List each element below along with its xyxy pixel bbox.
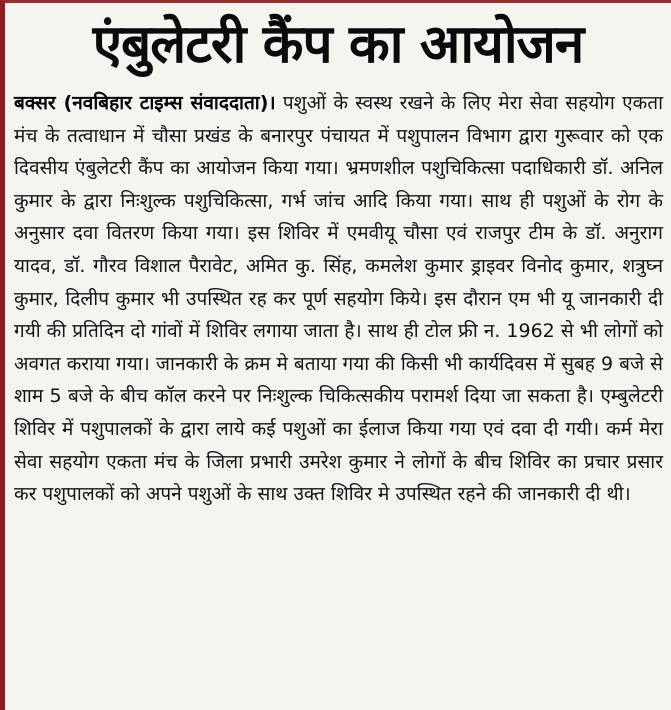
article-body <box>5 87 671 511</box>
article-headline: एंबुलेटरी कैंप का आयोजन <box>92 14 584 75</box>
article-dateline: बक्सर (नवबिहार टाइम्स संवाददाता)। <box>14 92 276 114</box>
article-body-text: पशुओं के स्वस्थ रखने के लिए मेरा सेवा सहयोग एकता मंच के तत्वाधान में चौसा प्रखंड के बनारपुर पंचायत में पशुपालन विभाग द्वारा गुरूवार को एक दिवसीय एंबुलेटरी कैंप का आयोजन किया गया। भ्रमणशील पशुचिकित्सा पदाधिकारी डॉ. अनिल कुमार के द्वारा निःशुल्क पशुचिकित्सा, गर्भ जांच आदि किया गया। साथ ही पशुओं के रोग के अनुसार दवा वितरण किया गया। इस शिविर में एमवीयू चौसा एवं राजपुर टीम के डॉ. अनुराग यादव, डॉ. गौरव विशाल पैरावेट, अमित कु. सिंह, कमलेश कुमार ड्राइवर विनोद कुमार, शत्रुघ्न कुमार, दिलीप कुमार भी उपस्थित रह कर पूर्ण सहयोग किये। इस दौरान एम भी यू जानकारी दी गयी की प्रतिदिन दो गांवों में शिविर लगाया जाता है। साथ ही टोल फ्री न. 1962 से भी लोगों को अवगत कराया गया। जानकारी के क्रम मे बताया गया की किसी भी कार्यदिवस में सुबह 9 बजे से शाम 5 बजे के बीच कॉल करने पर निःशुल्क चिकित्सकीय परामर्श दिया जा सकता है। एम्बुलेटरी शिविर में पशुपालकों के द्वारा लाये कई पशुओं का ईलाज किया गया एवं दवा दी गयी। कर्म मेरा सेवा सहयोग एकता मंच के जिला प्रभारी उमरेश कुमार ने लोगों के बीच शिविर का प्रचार प्रसार कर पशुपालकों को अपने पशुओं के साथ उक्त शिविर मे उपस्थित रहने की जानकारी दी थी। <box>14 92 663 506</box>
